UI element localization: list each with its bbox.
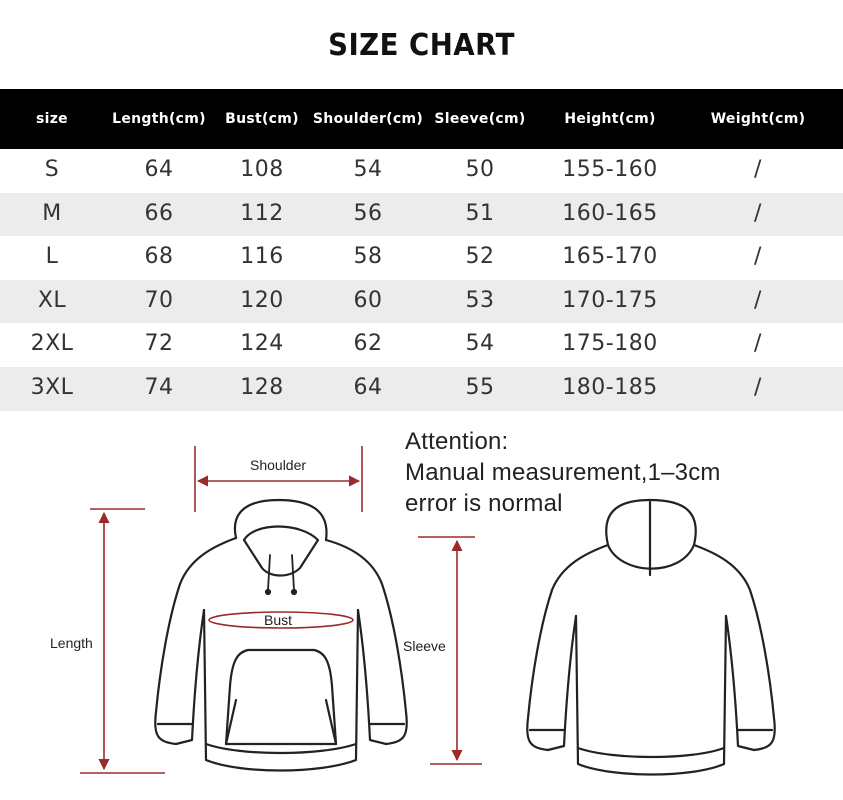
cell-shoulder: 56 bbox=[353, 200, 383, 226]
cell-size: S bbox=[44, 157, 60, 182]
header-sleeve: Sleeve(cm) bbox=[434, 111, 526, 127]
cell-length: 64 bbox=[144, 157, 174, 182]
cell-bust: 108 bbox=[240, 157, 284, 182]
cell-bust: 128 bbox=[240, 374, 284, 400]
cell-sleeve: 55 bbox=[465, 374, 495, 400]
front-hoodie-outline bbox=[155, 500, 407, 771]
cell-size: 2XL bbox=[30, 331, 74, 357]
cell-size: 3XL bbox=[30, 374, 74, 400]
header-bust: Bust(cm) bbox=[225, 111, 299, 127]
cell-length: 70 bbox=[144, 287, 174, 313]
cell-length: 68 bbox=[144, 244, 174, 270]
cell-length: 72 bbox=[144, 331, 174, 357]
cell-height: 155-160 bbox=[562, 157, 658, 182]
shoulder-label: Shoulder bbox=[250, 457, 307, 473]
cell-height: 180-185 bbox=[562, 374, 658, 400]
cell-bust: 116 bbox=[240, 244, 284, 270]
cell-weight: / bbox=[754, 244, 762, 270]
cell-bust: 120 bbox=[240, 287, 284, 313]
cell-size: L bbox=[45, 244, 59, 270]
header-weight: Weight(cm) bbox=[710, 111, 806, 127]
cell-sleeve: 54 bbox=[465, 331, 495, 357]
page-title: SIZE CHART bbox=[328, 28, 515, 63]
header-height: Height(cm) bbox=[564, 111, 656, 127]
cell-sleeve: 52 bbox=[465, 244, 495, 270]
cell-height: 170-175 bbox=[562, 287, 658, 313]
cell-sleeve: 50 bbox=[465, 157, 495, 182]
cell-weight: / bbox=[754, 331, 762, 357]
cell-size: M bbox=[42, 200, 62, 226]
shoulder-measure bbox=[195, 446, 362, 512]
cell-weight: / bbox=[754, 157, 762, 182]
cell-shoulder: 60 bbox=[353, 287, 383, 313]
cell-height: 175-180 bbox=[562, 331, 658, 357]
cell-weight: / bbox=[754, 200, 762, 226]
cell-sleeve: 53 bbox=[465, 287, 495, 313]
cell-bust: 124 bbox=[240, 331, 284, 357]
header-shoulder: Shoulder(cm) bbox=[312, 111, 424, 127]
cell-height: 165-170 bbox=[562, 244, 658, 270]
cell-weight: / bbox=[754, 287, 762, 313]
cell-size: XL bbox=[37, 287, 67, 313]
header-length: Length(cm) bbox=[112, 111, 206, 127]
cell-shoulder: 64 bbox=[353, 374, 383, 400]
cell-weight: / bbox=[754, 374, 762, 400]
attention-title: Attention: bbox=[405, 428, 509, 455]
header-size: size bbox=[36, 111, 68, 127]
cell-shoulder: 62 bbox=[353, 331, 383, 357]
length-label: Length bbox=[50, 635, 93, 651]
cell-shoulder: 54 bbox=[353, 157, 383, 182]
back-hoodie-outline bbox=[527, 500, 775, 775]
cell-bust: 112 bbox=[240, 200, 284, 226]
attention-line: error is normal bbox=[405, 490, 563, 517]
cell-length: 74 bbox=[144, 374, 174, 400]
cell-height: 160-165 bbox=[562, 200, 658, 226]
sleeve-label: Sleeve bbox=[403, 638, 446, 654]
bust-label: Bust bbox=[264, 612, 293, 628]
cell-sleeve: 51 bbox=[465, 200, 495, 226]
cell-shoulder: 58 bbox=[353, 244, 383, 270]
attention-line: Manual measurement,1–3cm bbox=[405, 459, 721, 486]
cell-length: 66 bbox=[144, 200, 174, 226]
